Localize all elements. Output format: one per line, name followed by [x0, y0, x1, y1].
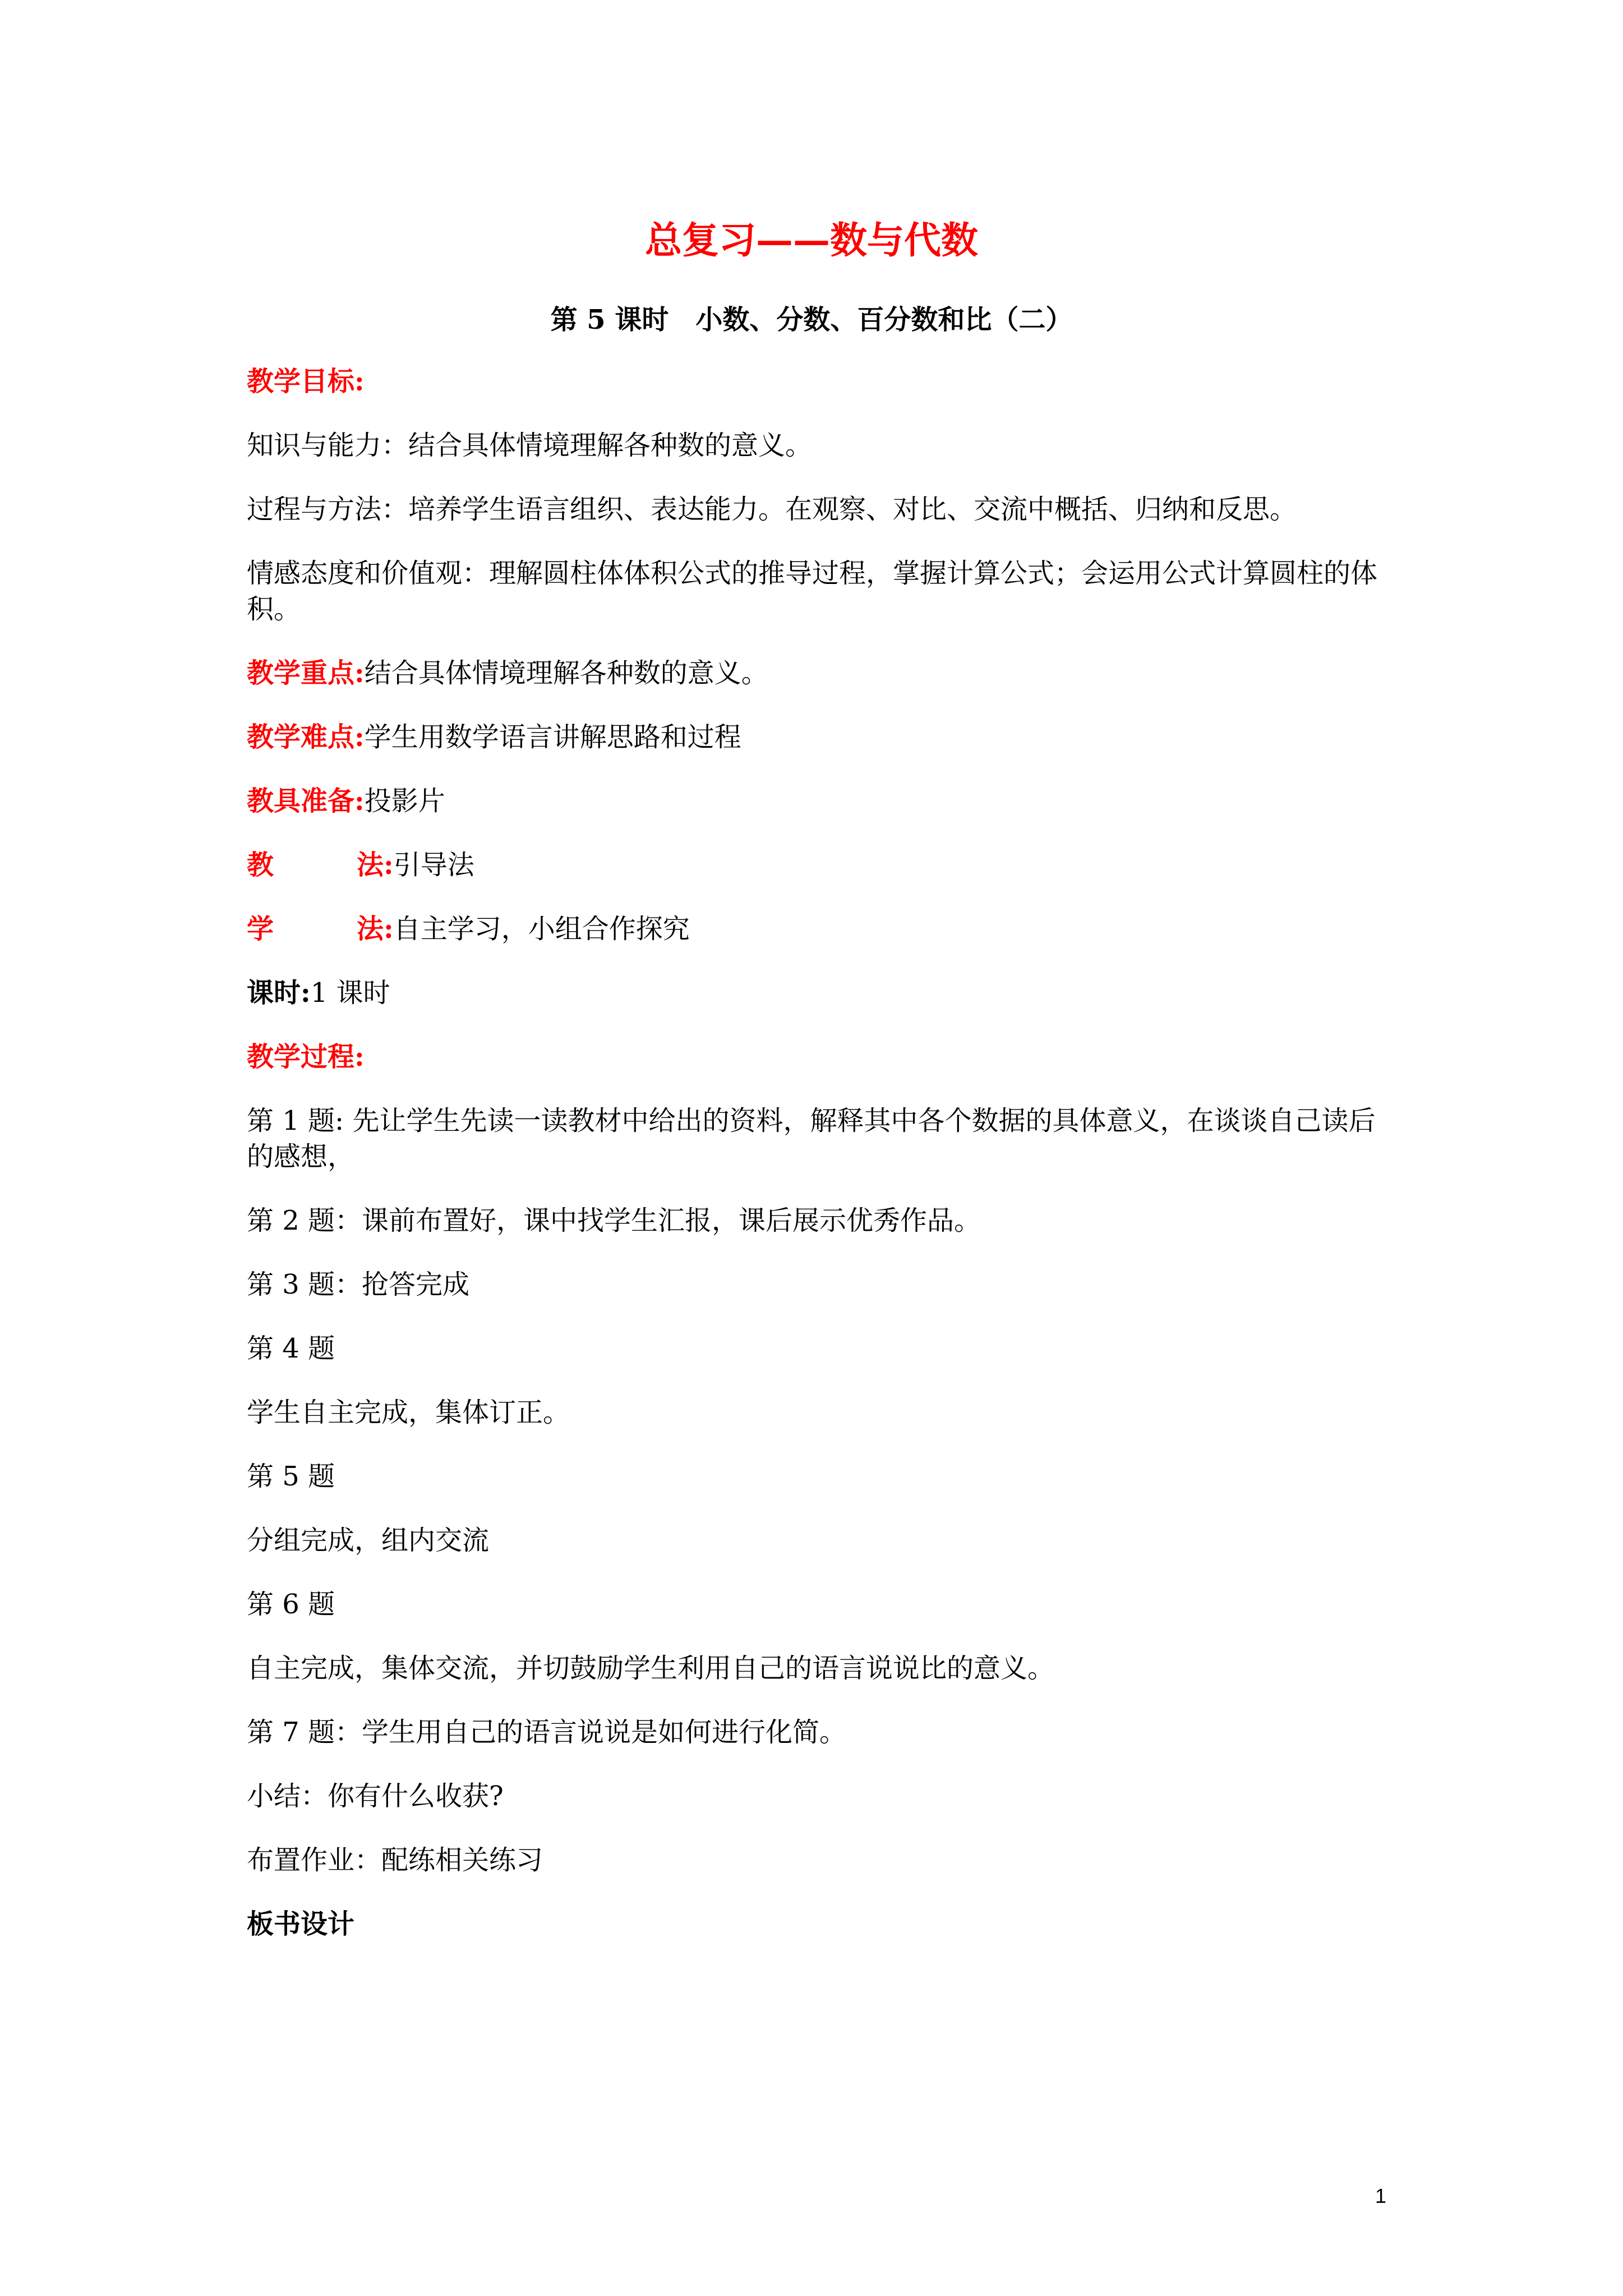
learn-method-label-2: 法: — [357, 913, 394, 945]
keypoint-label: 教学重点: — [247, 657, 365, 689]
learn-method-label-1: 学 — [247, 913, 274, 945]
summary: 小结：你有什么收获? — [247, 1780, 504, 1812]
teach-method-value: 引导法 — [393, 849, 474, 881]
objective-knowledge: 知识与能力：结合具体情境理解各种数的意义。 — [247, 430, 813, 461]
learn-method-row — [247, 911, 1391, 947]
step-5-body: 分组完成，组内交流 — [247, 1525, 490, 1556]
objectives-heading: 教学目标: — [247, 366, 365, 397]
homework: 布置作业：配练相关练习 — [247, 1844, 543, 1876]
difficulty-label: 教学难点: — [247, 721, 365, 753]
step-5-title: 第 5 题 — [247, 1461, 335, 1492]
lesson-subtitle: 第 5 课时 小数、分数、百分数和比（二） — [550, 304, 1073, 335]
keypoint-row — [247, 655, 1391, 691]
step-6-body: 自主完成，集体交流，并切鼓励学生利用自己的语言说说比的意义。 — [247, 1653, 1055, 1684]
hours-label: 课时: — [247, 977, 311, 1009]
tools-label: 教具准备: — [247, 785, 365, 817]
objective-attitude: 情感态度和价值观：理解圆柱体体积公式的推导过程，掌握计算公式；会运用公式计算圆柱的体积。 — [247, 558, 1378, 625]
difficulty-value: 学生用数学语言讲解思路和过程 — [364, 721, 741, 753]
page-number: 1 — [1375, 2184, 1386, 2207]
teach-method-row — [247, 847, 1391, 883]
hours-row — [247, 975, 1391, 1011]
keypoint-value: 结合具体情境理解各种数的意义。 — [364, 657, 768, 689]
learn-method-value: 自主学习，小组合作探究 — [393, 913, 690, 945]
lesson-body — [247, 364, 1391, 1970]
difficulty-row — [247, 719, 1391, 755]
teach-method-label-1: 教 — [247, 849, 274, 881]
step-3: 第 3 题：抢答完成 — [247, 1269, 470, 1300]
board-design-heading: 板书设计 — [247, 1908, 355, 1940]
step-4-body: 学生自主完成，集体订正。 — [247, 1397, 570, 1428]
step-2: 第 2 题：课前布置好，课中找学生汇报，课后展示优秀作品。 — [247, 1205, 981, 1236]
step-6-title: 第 6 题 — [247, 1589, 335, 1620]
step-4-title: 第 4 题 — [247, 1333, 335, 1364]
objective-process: 过程与方法：培养学生语言组织、表达能力。在观察、对比、交流中概括、归纳和反思。 — [247, 494, 1297, 525]
document-title: 总复习——数与代数 — [645, 218, 978, 262]
tools-row — [247, 783, 1391, 819]
step-1: 第 1 题: 先让学生先读一读教材中给出的资料，解释其中各个数据的具体意义，在谈谈自己读后的感想， — [247, 1105, 1376, 1172]
teach-method-label-2: 法: — [357, 849, 394, 881]
hours-value: 1 课时 — [310, 977, 390, 1009]
process-heading: 教学过程: — [247, 1041, 365, 1073]
step-7: 第 7 题：学生用自己的语言说说是如何进行化简。 — [247, 1717, 847, 1748]
tools-value: 投影片 — [364, 785, 445, 817]
